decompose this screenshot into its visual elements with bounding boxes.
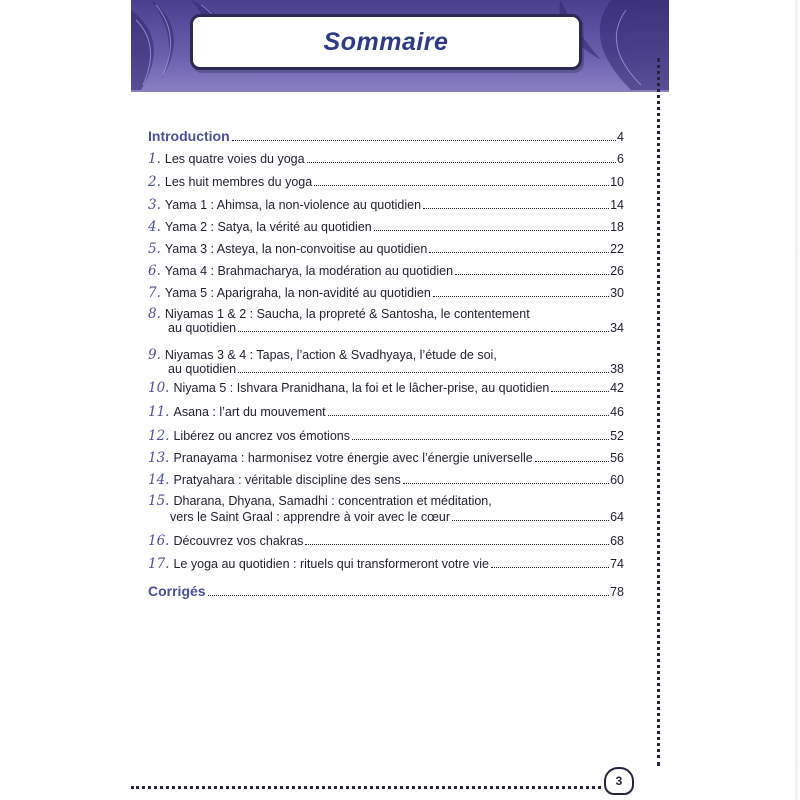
toc-page: 78 [610, 585, 624, 599]
chapter-page: 34 [610, 321, 624, 335]
dot-leader [314, 185, 609, 186]
page-title: Sommaire [323, 27, 449, 56]
chapter-number: 6. [148, 263, 161, 279]
chapter-page: 42 [610, 381, 624, 395]
dotted-border-right [657, 58, 660, 766]
toc-page: 4 [617, 130, 624, 144]
chapter-title-line2: vers le Saint Graal : apprendre à voir avec le cœur [170, 510, 450, 524]
toc-entry-introduction[interactable] [148, 128, 624, 144]
dot-leader [328, 415, 609, 416]
chapter-number: 10. [148, 380, 170, 396]
chapter-title: Asana : l’art du mouvement [173, 405, 326, 419]
dot-leader [491, 567, 609, 568]
chapter-title: Yama 2 : Satya, la vérité au quotidien [164, 220, 372, 234]
toc-entry-8-line1[interactable] [148, 306, 530, 322]
page-number-badge: 3 [604, 767, 634, 795]
chapter-number: 2. [148, 174, 161, 190]
dot-leader [307, 162, 616, 163]
chapter-page: 60 [610, 473, 624, 487]
chapter-number: 5. [148, 241, 161, 257]
dot-leader [433, 296, 609, 297]
chapter-number: 9. [148, 347, 161, 363]
dot-leader [551, 391, 609, 392]
chapter-title: Niyama 5 : Ishvara Pranidhana, la foi et le lâcher-prise, au quotidien [173, 381, 550, 395]
dot-leader [238, 372, 609, 373]
chapter-page: 6 [617, 152, 624, 166]
chapter-page: 26 [610, 264, 624, 278]
chapter-title: Pranayama : harmonisez votre énergie avec l’énergie universelle [173, 451, 533, 465]
chapter-number: 17. [148, 556, 170, 572]
chapter-number: 3. [148, 197, 161, 213]
chapter-page: 22 [610, 242, 624, 256]
toc-entry-4[interactable] [148, 219, 624, 235]
page-edge [795, 0, 800, 800]
toc-label: Corrigés [148, 583, 206, 599]
page [131, 0, 669, 800]
toc-label: Introduction [148, 128, 230, 144]
chapter-page: 18 [610, 220, 624, 234]
toc-entry-9[interactable] [168, 362, 624, 376]
toc-entry-1[interactable] [148, 151, 624, 167]
toc-entry-10[interactable] [148, 380, 624, 396]
dot-leader [305, 544, 609, 545]
dot-leader [232, 140, 616, 141]
chapter-title-line2: au quotidien [168, 321, 237, 335]
chapter-number: 8. [148, 306, 161, 322]
chapter-page: 10 [610, 175, 624, 189]
chapter-title-line1: Dharana, Dhyana, Samadhi : concentration et méditation, [173, 494, 492, 508]
toc-entry-9-line1[interactable] [148, 347, 497, 363]
chapter-number: 1. [148, 151, 161, 167]
toc-entry-15-line1[interactable] [148, 493, 492, 509]
chapter-title: Les quatre voies du yoga [164, 152, 305, 166]
chapter-number: 14. [148, 472, 170, 488]
chapter-title: Les huit membres du yoga [164, 175, 313, 189]
chapter-page: 68 [610, 534, 624, 548]
chapter-number: 4. [148, 219, 161, 235]
toc-entry-16[interactable] [148, 533, 624, 549]
toc-entry-12[interactable] [148, 428, 624, 444]
toc-entry-6[interactable] [148, 263, 624, 279]
chapter-number: 12. [148, 428, 170, 444]
toc-entry-17[interactable] [148, 556, 624, 572]
dot-leader [374, 230, 609, 231]
chapter-page: 52 [610, 429, 624, 443]
toc-entry-8[interactable] [168, 321, 624, 335]
chapter-title-line1: Niyamas 3 & 4 : Tapas, l’action & Svadhyaya, l’étude de soi, [164, 348, 497, 362]
toc-entry-11[interactable] [148, 404, 624, 420]
dotted-border-bottom [131, 786, 601, 789]
chapter-number: 13. [148, 450, 170, 466]
chapter-title: Pratyahara : véritable discipline des sens [173, 473, 401, 487]
toc-entry-7[interactable] [148, 285, 624, 301]
dot-leader [452, 520, 609, 521]
chapter-number: 15. [148, 493, 170, 509]
dot-leader [429, 252, 609, 253]
chapter-title: Yama 3 : Asteya, la non-convoitise au quotidien [164, 242, 428, 256]
dot-leader [238, 331, 609, 332]
chapter-title: Yama 1 : Ahimsa, la non-violence au quotidien [164, 198, 422, 212]
chapter-page: 56 [610, 451, 624, 465]
toc-entry-5[interactable] [148, 241, 624, 257]
chapter-number: 16. [148, 533, 170, 549]
toc-entry-14[interactable] [148, 472, 624, 488]
toc-entry-corriges[interactable] [148, 583, 624, 599]
dot-leader [403, 483, 609, 484]
toc-entry-15[interactable] [170, 510, 624, 524]
toc-entry-13[interactable] [148, 450, 624, 466]
chapter-title: Le yoga au quotidien : rituels qui transformeront votre vie [173, 557, 489, 571]
chapter-page: 74 [610, 557, 624, 571]
dot-leader [423, 208, 609, 209]
chapter-page: 64 [610, 510, 624, 524]
chapter-number: 7. [148, 285, 161, 301]
chapter-page: 30 [610, 286, 624, 300]
dot-leader [352, 439, 609, 440]
toc-entry-2[interactable] [148, 174, 624, 190]
chapter-title: Yama 5 : Aparigraha, la non-avidité au quotidien [164, 286, 431, 300]
chapter-title-line2: au quotidien [168, 362, 237, 376]
chapter-number: 11. [148, 404, 170, 420]
dot-leader [455, 274, 609, 275]
chapter-title: Découvrez vos chakras [173, 534, 304, 548]
chapter-page: 46 [610, 405, 624, 419]
chapter-page: 14 [610, 198, 624, 212]
dot-leader [535, 461, 609, 462]
toc-entry-3[interactable] [148, 197, 624, 213]
chapter-title-line1: Niyamas 1 & 2 : Saucha, la propreté & Santosha, le contentement [164, 307, 530, 321]
chapter-title: Yama 4 : Brahmacharya, la modération au quotidien [164, 264, 454, 278]
chapter-page: 38 [610, 362, 624, 376]
chapter-title: Libérez ou ancrez vos émotions [173, 429, 350, 443]
dot-leader [208, 595, 610, 596]
